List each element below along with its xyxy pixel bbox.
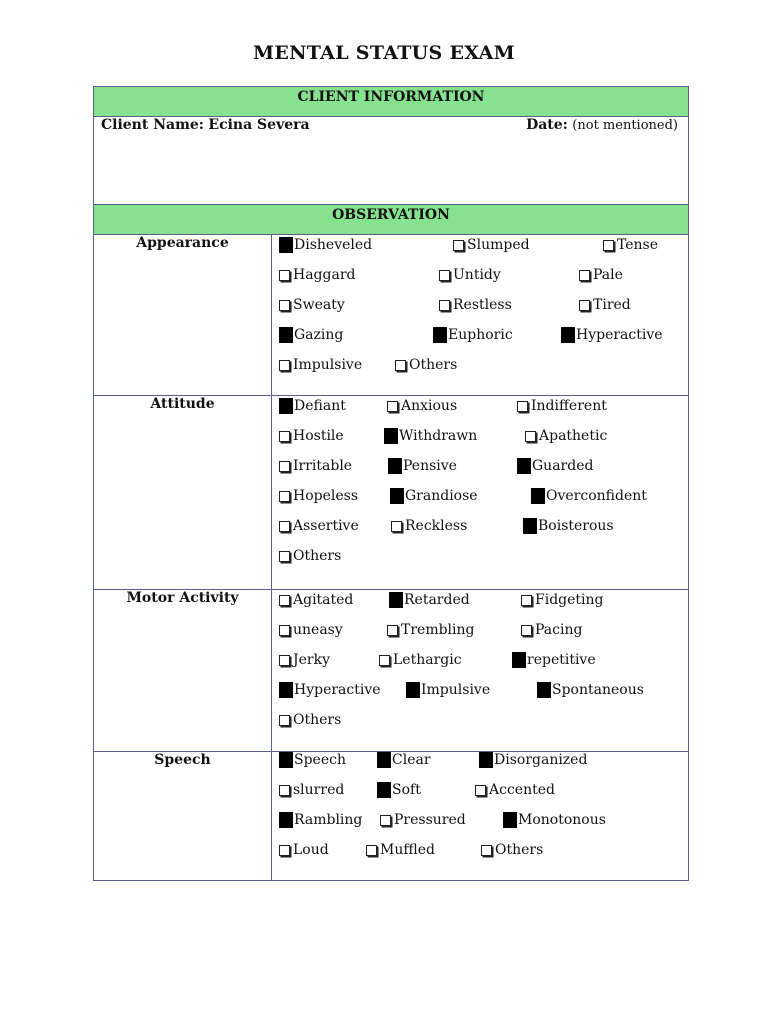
checkbox-empty-icon[interactable]	[279, 595, 290, 606]
checkbox-checked-icon[interactable]	[523, 518, 537, 534]
checkbox-checked-icon[interactable]	[517, 458, 531, 474]
checkbox-option-apathetic[interactable]	[525, 428, 607, 444]
checkbox-checked-icon[interactable]	[512, 652, 526, 668]
checkbox-empty-icon[interactable]	[279, 461, 290, 472]
checkbox-label: Hostile	[293, 428, 344, 444]
options-cell	[272, 752, 689, 881]
checkbox-checked-icon[interactable]	[531, 488, 545, 504]
checkbox-empty-icon[interactable]	[481, 845, 492, 856]
checkbox-label: Hopeless	[293, 488, 359, 504]
checkbox-option-others[interactable]	[279, 548, 341, 564]
checkbox-option-reckless[interactable]	[391, 518, 467, 534]
checkbox-option-euphoric[interactable]	[433, 327, 513, 343]
checkbox-label: Boisterous	[538, 518, 614, 534]
checkbox-checked-icon[interactable]	[433, 327, 447, 343]
checkbox-option-disheveled[interactable]	[279, 237, 372, 253]
checkbox-checked-icon[interactable]	[279, 398, 293, 414]
checkbox-option-disorganized[interactable]	[479, 752, 587, 768]
checkbox-checked-icon[interactable]	[279, 237, 293, 253]
checkbox-option-overconfident[interactable]	[531, 488, 647, 504]
date-value: (not mentioned)	[572, 118, 678, 133]
checkbox-label: uneasy	[293, 622, 343, 638]
section-speech	[94, 752, 689, 881]
checkbox-checked-icon[interactable]	[279, 327, 293, 343]
observation-header: OBSERVATION	[94, 205, 689, 235]
client-information-header: CLIENT INFORMATION	[94, 87, 689, 117]
checkbox-option-hyperactive[interactable]	[561, 327, 663, 343]
checkbox-empty-icon[interactable]	[439, 270, 450, 281]
checkbox-empty-icon[interactable]	[453, 240, 464, 251]
checkbox-empty-icon[interactable]	[387, 625, 398, 636]
checkbox-label: Hyperactive	[294, 682, 381, 698]
checkbox-label: Anxious	[401, 398, 458, 414]
checkbox-option-others[interactable]	[279, 712, 341, 728]
checkbox-empty-icon[interactable]	[279, 300, 290, 311]
checkbox-label: Overconfident	[546, 488, 647, 504]
checkbox-option-speech[interactable]	[279, 752, 346, 768]
checkbox-label: Hyperactive	[576, 327, 663, 343]
checkbox-label: Others	[293, 712, 342, 728]
checkbox-empty-icon[interactable]	[279, 551, 290, 562]
section-motor-activity	[94, 590, 689, 752]
options-cell	[272, 396, 689, 590]
checkbox-checked-icon[interactable]	[406, 682, 420, 698]
checkbox-label: Withdrawn	[399, 428, 478, 444]
checkbox-label: Trembling	[401, 622, 475, 638]
checkbox-empty-icon[interactable]	[279, 431, 290, 442]
checkbox-empty-icon[interactable]	[387, 401, 398, 412]
checkbox-option-sweaty[interactable]	[279, 297, 345, 313]
checkbox-option-repetitive[interactable]	[512, 652, 596, 668]
checkbox-option-pressured[interactable]	[380, 812, 466, 828]
checkbox-empty-icon[interactable]	[521, 595, 532, 606]
checkbox-option-gazing[interactable]	[279, 327, 343, 343]
checkbox-checked-icon[interactable]	[279, 812, 293, 828]
checkbox-checked-icon[interactable]	[389, 592, 403, 608]
checkbox-label: Defiant	[294, 398, 346, 414]
checkbox-option-tense[interactable]	[603, 237, 658, 253]
checkbox-label: Tired	[593, 297, 631, 313]
checkbox-empty-icon[interactable]	[579, 270, 590, 281]
checkbox-option-agitated[interactable]	[279, 592, 353, 608]
checkbox-empty-icon[interactable]	[379, 655, 390, 666]
checkbox-label: Rambling	[294, 812, 363, 828]
checkbox-checked-icon[interactable]	[390, 488, 404, 504]
checkbox-label: Impulsive	[421, 682, 491, 698]
checkbox-option-grandiose[interactable]	[390, 488, 478, 504]
checkbox-label: Lethargic	[393, 652, 462, 668]
checkbox-label: Reckless	[405, 518, 468, 534]
checkbox-option-hopeless[interactable]	[279, 488, 358, 504]
client-name	[101, 117, 310, 133]
checkbox-option-impulsive[interactable]	[406, 682, 490, 698]
checkbox-option-indifferent[interactable]	[517, 398, 607, 414]
checkbox-checked-icon[interactable]	[377, 782, 391, 798]
section-label-text: Speech	[154, 752, 211, 768]
checkbox-label: Apathetic	[539, 428, 608, 444]
checkbox-label: Grandiose	[405, 488, 478, 504]
checkbox-label: Soft	[392, 782, 421, 798]
section-label	[94, 590, 272, 752]
checkbox-option-fidgeting[interactable]	[521, 592, 603, 608]
checkbox-option-jerky[interactable]	[279, 652, 330, 668]
checkbox-empty-icon[interactable]	[279, 625, 290, 636]
checkbox-label: Others	[409, 357, 458, 373]
checkbox-label: Monotonous	[518, 812, 606, 828]
checkbox-option-rambling[interactable]	[279, 812, 362, 828]
checkbox-label: Gazing	[294, 327, 344, 343]
checkbox-option-spontaneous[interactable]	[537, 682, 644, 698]
checkbox-label: Speech	[294, 752, 346, 768]
checkbox-option-haggard[interactable]	[279, 267, 355, 283]
checkbox-empty-icon[interactable]	[517, 401, 528, 412]
checkbox-checked-icon[interactable]	[503, 812, 517, 828]
checkbox-option-uneasy[interactable]	[279, 622, 343, 638]
date-label: Date:	[526, 117, 568, 133]
checkbox-checked-icon[interactable]	[384, 428, 398, 444]
checkbox-option-tired[interactable]	[579, 297, 631, 313]
checkbox-empty-icon[interactable]	[579, 300, 590, 311]
checkbox-empty-icon[interactable]	[279, 715, 290, 726]
mental-status-form	[93, 86, 689, 881]
checkbox-checked-icon[interactable]	[388, 458, 402, 474]
checkbox-label: Disheveled	[294, 237, 373, 253]
checkbox-label: Impulsive	[293, 357, 363, 373]
page-title: MENTAL STATUS EXAM	[253, 42, 515, 64]
checkbox-label: Untidy	[453, 267, 501, 283]
checkbox-empty-icon[interactable]	[475, 785, 486, 796]
checkbox-empty-icon[interactable]	[279, 491, 290, 502]
checkbox-option-slumped[interactable]	[453, 237, 530, 253]
section-label-text: Appearance	[136, 235, 229, 251]
checkbox-option-retarded[interactable]	[389, 592, 470, 608]
checkbox-option-others[interactable]	[481, 842, 543, 858]
checkbox-empty-icon[interactable]	[439, 300, 450, 311]
checkbox-checked-icon[interactable]	[479, 752, 493, 768]
checkbox-option-boisterous[interactable]	[523, 518, 614, 534]
checkbox-option-loud[interactable]	[279, 842, 329, 858]
checkbox-label: Pressured	[394, 812, 466, 828]
checkbox-option-slurred[interactable]	[279, 782, 344, 798]
checkbox-empty-icon[interactable]	[279, 845, 290, 856]
checkbox-checked-icon[interactable]	[279, 682, 293, 698]
checkbox-label: slurred	[293, 782, 345, 798]
checkbox-option-defiant[interactable]	[279, 398, 346, 414]
section-attitude	[94, 396, 689, 590]
checkbox-empty-icon[interactable]	[279, 360, 290, 371]
checkbox-label: Clear	[392, 752, 431, 768]
checkbox-option-lethargic[interactable]	[379, 652, 462, 668]
client-name-label: Client Name:	[101, 117, 204, 133]
checkbox-label: Pacing	[535, 622, 583, 638]
checkbox-checked-icon[interactable]	[377, 752, 391, 768]
checkbox-option-hostile[interactable]	[279, 428, 344, 444]
checkbox-label: Haggard	[293, 267, 356, 283]
checkbox-empty-icon[interactable]	[603, 240, 614, 251]
section-label-text: Motor Activity	[126, 590, 239, 606]
checkbox-option-impulsive[interactable]	[279, 357, 362, 373]
checkbox-empty-icon[interactable]	[521, 625, 532, 636]
checkbox-label: Accented	[489, 782, 555, 798]
checkbox-option-irritable[interactable]	[279, 458, 352, 474]
checkbox-label: Fidgeting	[535, 592, 604, 608]
section-label-text: Attitude	[150, 396, 215, 412]
checkbox-empty-icon[interactable]	[380, 815, 391, 826]
checkbox-option-muffled[interactable]	[366, 842, 435, 858]
checkbox-label: Jerky	[293, 652, 330, 668]
checkbox-option-soft[interactable]	[377, 782, 421, 798]
checkbox-option-pacing[interactable]	[521, 622, 582, 638]
checkbox-option-untidy[interactable]	[439, 267, 501, 283]
checkbox-label: Muffled	[380, 842, 436, 858]
checkbox-label: Pensive	[403, 458, 457, 474]
checkbox-checked-icon[interactable]	[537, 682, 551, 698]
checkbox-empty-icon[interactable]	[279, 270, 290, 281]
checkbox-option-guarded[interactable]	[517, 458, 593, 474]
checkbox-label: repetitive	[527, 652, 596, 668]
checkbox-option-clear[interactable]	[377, 752, 431, 768]
checkbox-label: Others	[293, 548, 342, 564]
client-name-value: Ecina Severa	[208, 117, 310, 133]
checkbox-empty-icon[interactable]	[525, 431, 536, 442]
checkbox-option-others[interactable]	[395, 357, 457, 373]
section-appearance	[94, 235, 689, 396]
checkbox-label: Disorganized	[494, 752, 588, 768]
checkbox-label: Guarded	[532, 458, 594, 474]
checkbox-label: Others	[495, 842, 544, 858]
checkbox-empty-icon[interactable]	[395, 360, 406, 371]
checkbox-option-monotonous[interactable]	[503, 812, 606, 828]
checkbox-empty-icon[interactable]	[279, 655, 290, 666]
checkbox-empty-icon[interactable]	[279, 785, 290, 796]
checkbox-empty-icon[interactable]	[366, 845, 377, 856]
client-information-row	[94, 117, 689, 205]
checkbox-option-assertive[interactable]	[279, 518, 359, 534]
checkbox-empty-icon[interactable]	[391, 521, 402, 532]
checkbox-label: Agitated	[293, 592, 354, 608]
checkbox-checked-icon[interactable]	[279, 752, 293, 768]
checkbox-option-restless[interactable]	[439, 297, 512, 313]
checkbox-option-anxious[interactable]	[387, 398, 457, 414]
checkbox-option-accented[interactable]	[475, 782, 555, 798]
client-date	[526, 117, 678, 133]
options-cell	[272, 590, 689, 752]
checkbox-label: Assertive	[293, 518, 359, 534]
checkbox-label: Pale	[593, 267, 623, 283]
checkbox-label: Euphoric	[448, 327, 513, 343]
checkbox-label: Spontaneous	[552, 682, 644, 698]
options-cell	[272, 235, 689, 396]
checkbox-option-trembling[interactable]	[387, 622, 475, 638]
checkbox-label: Sweaty	[293, 297, 345, 313]
checkbox-option-hyperactive[interactable]	[279, 682, 381, 698]
checkbox-label: Restless	[453, 297, 512, 313]
section-label	[94, 752, 272, 881]
checkbox-label: Irritable	[293, 458, 353, 474]
checkbox-checked-icon[interactable]	[561, 327, 575, 343]
checkbox-label: Retarded	[404, 592, 470, 608]
checkbox-label: Slumped	[467, 237, 530, 253]
checkbox-option-pale[interactable]	[579, 267, 623, 283]
checkbox-option-withdrawn[interactable]	[384, 428, 477, 444]
checkbox-option-pensive[interactable]	[388, 458, 457, 474]
section-label	[94, 396, 272, 590]
checkbox-label: Tense	[617, 237, 659, 253]
checkbox-label: Indifferent	[531, 398, 607, 414]
checkbox-label: Loud	[293, 842, 329, 858]
checkbox-empty-icon[interactable]	[279, 521, 290, 532]
section-label	[94, 235, 272, 396]
